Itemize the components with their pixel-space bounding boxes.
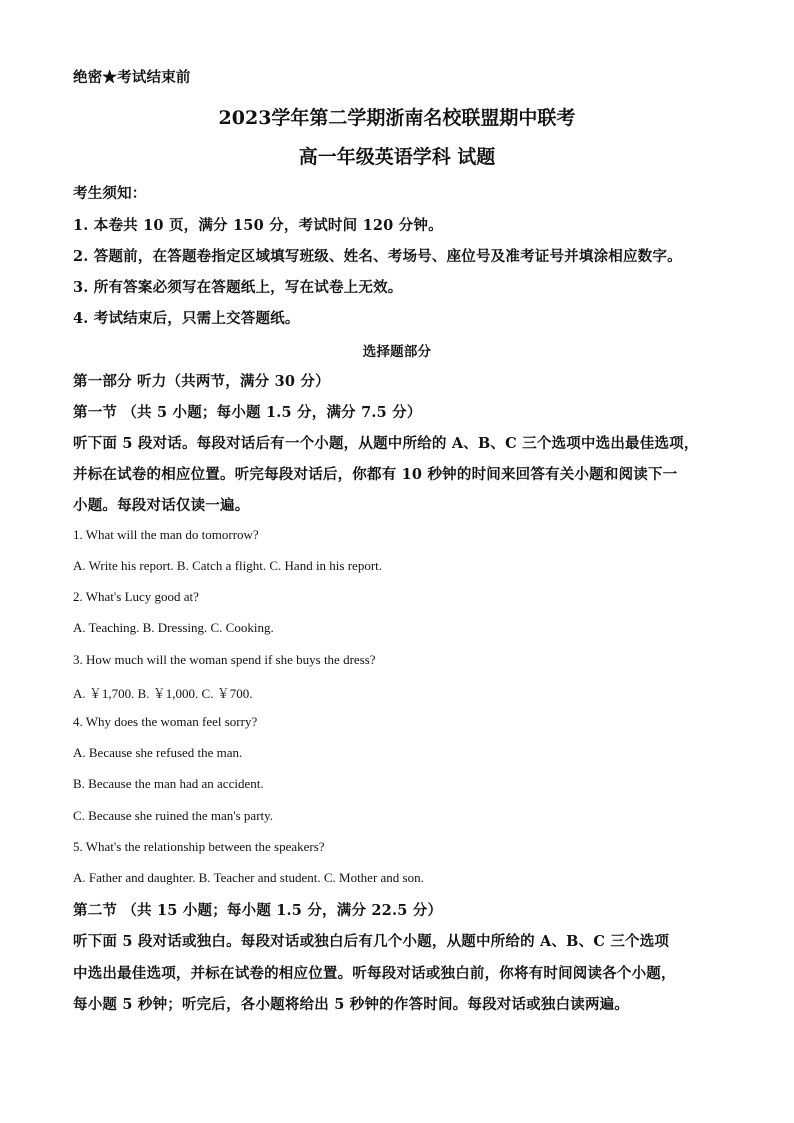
notice-item: 1. 本卷共 10 页，满分 150 分，考试时间 120 分钟。 xyxy=(73,217,443,234)
question-4-option-b: B. Because the man had an accident. xyxy=(73,776,264,791)
question-5-options: A. Father and daughter. B. Teacher and student. C. Mother and son. xyxy=(73,870,424,885)
question-2-options: A. Teaching. B. Dressing. C. Cooking. xyxy=(73,620,274,635)
question-3-options: A. ￥1,700. B. ￥1,000. C. ￥700. xyxy=(73,686,253,701)
section2-heading: 第二节 （共 15 小题；每小题 1.5 分，满分 22.5 分） xyxy=(73,902,443,919)
section1-instructions: 听下面 5 段对话。每段对话后有一个小题，从题中所给的 A、B、C 三个选项中选出最佳选项， xyxy=(73,435,699,452)
notice-item: 3. 所有答案必须写在答题纸上，写在试卷上无效。 xyxy=(73,279,403,296)
question-3: 3. How much will the woman spend if she buys the dress? xyxy=(73,652,376,667)
section2-instructions: 中选出最佳选项，并标在试卷的相应位置。听每段对话或独白前，你将有时间阅读各个小题， xyxy=(73,965,676,982)
section1-heading: 第一节 （共 5 小题；每小题 1.5 分，满分 7.5 分） xyxy=(73,404,422,421)
question-1: 1. What will the man do tomorrow? xyxy=(73,527,259,542)
notice-item: 2. 答题前，在答题卷指定区域填写班级、姓名、考场号、座位号及准考证号并填涂相应数字。 xyxy=(73,248,682,265)
exam-title: 2023学年第二学期浙南名校联盟期中联考 xyxy=(218,107,576,129)
section2-instructions: 听下面 5 段对话或独白。每段对话或独白后有几个小题，从题中所给的 A、B、C 三个选项 xyxy=(73,933,670,950)
question-2: 2. What's Lucy good at? xyxy=(73,589,199,604)
secret-label: 绝密★考试结束前 xyxy=(73,69,191,86)
exam-subtitle: 高一年级英语学科 试题 xyxy=(298,146,496,168)
question-4-option-a: A. Because she refused the man. xyxy=(73,745,243,760)
part1-heading: 第一部分 听力（共两节，满分 30 分） xyxy=(73,373,330,390)
question-1-options: A. Write his report. B. Catch a flight. C. Hand in his report. xyxy=(73,558,383,573)
notice-item: 4. 考试结束后，只需上交答题纸。 xyxy=(73,310,300,327)
question-5: 5. What's the relationship between the speakers? xyxy=(73,839,325,854)
question-4: 4. Why does the woman feel sorry? xyxy=(73,714,258,729)
section-title: 选择题部分 xyxy=(362,344,432,360)
section2-instructions: 每小题 5 秒钟；听完后，各小题将给出 5 秒钟的作答时间。每段对话或独白读两遍。 xyxy=(73,996,630,1013)
section1-instructions: 并标在试卷的相应位置。听完每段对话后，你都有 10 秒钟的时间来回答有关小题和阅读下一 xyxy=(73,466,678,483)
notice-heading: 考生须知： xyxy=(73,185,147,202)
question-4-option-c: C. Because she ruined the man's party. xyxy=(73,808,274,823)
section1-instructions: 小题。每段对话仅读一遍。 xyxy=(73,497,250,514)
